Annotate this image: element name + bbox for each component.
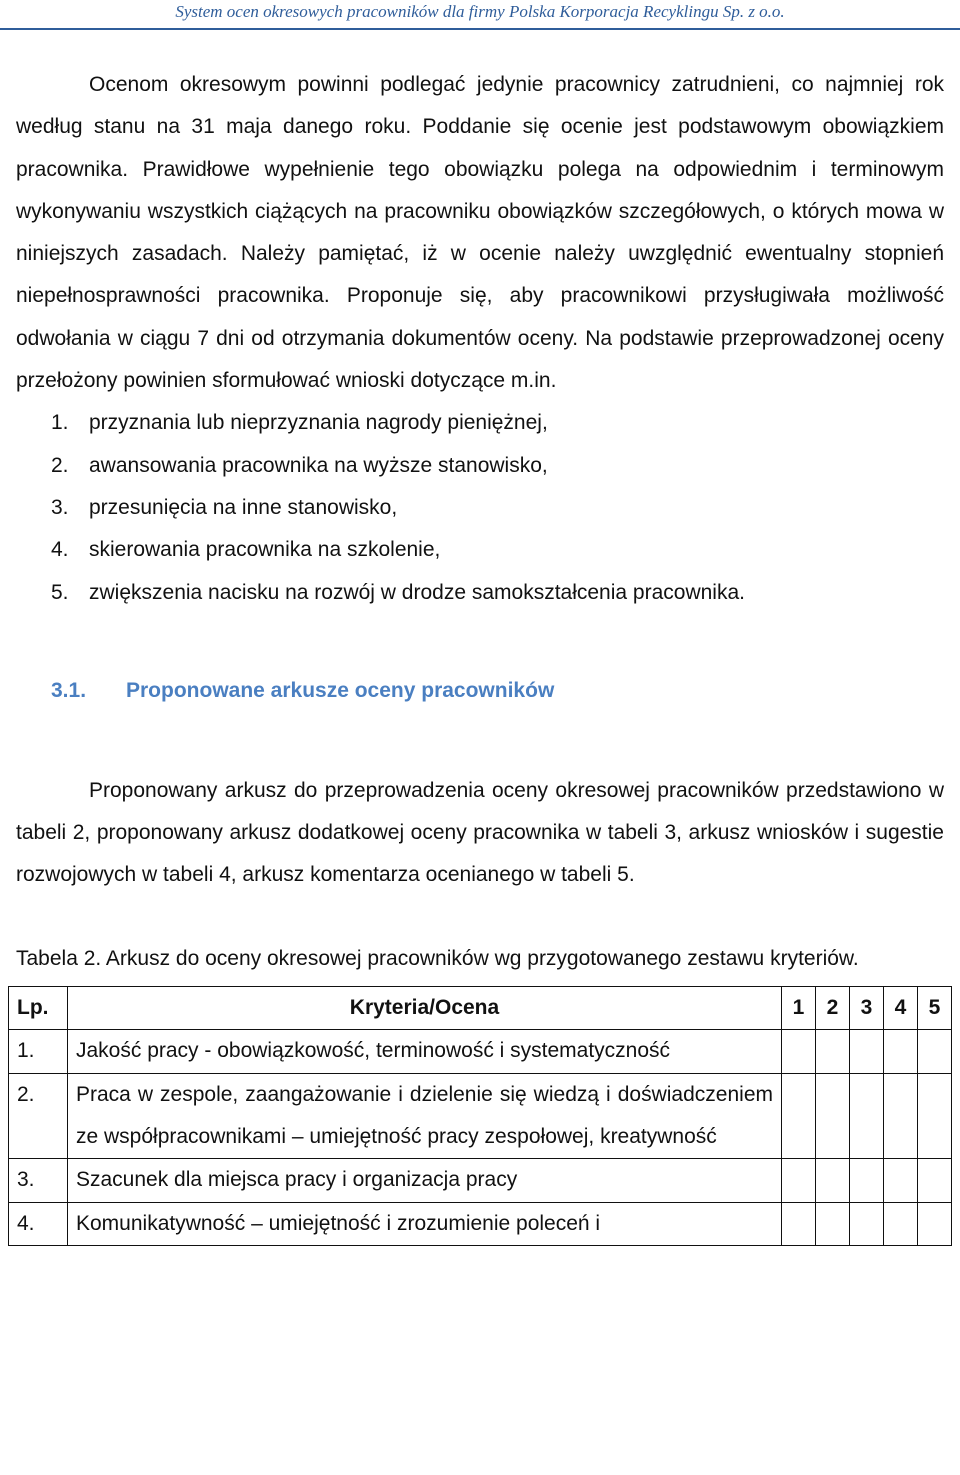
row-lp: 3.	[9, 1159, 68, 1202]
score-cell[interactable]	[918, 1202, 952, 1245]
score-cell[interactable]	[850, 1030, 884, 1073]
row-criterion: Szacunek dla miejsca pracy i organizacja pracy	[68, 1159, 782, 1202]
section-title: Proponowane arkusze oceny pracowników	[126, 678, 555, 702]
score-cell[interactable]	[884, 1073, 918, 1159]
table-row	[9, 1073, 952, 1159]
score-cell[interactable]	[918, 1030, 952, 1073]
header-lp: Lp.	[9, 987, 68, 1030]
table-row	[9, 1159, 952, 1202]
score-cell[interactable]	[816, 1202, 850, 1245]
header-score-1: 1	[782, 987, 816, 1030]
list-item: 5. zwiększenia nacisku na rozwój w drodze samokształcenia pracownika.	[51, 580, 745, 604]
score-cell[interactable]	[782, 1073, 816, 1159]
score-cell[interactable]	[816, 1030, 850, 1073]
section-number: 3.1.	[51, 678, 87, 702]
score-cell[interactable]	[782, 1202, 816, 1245]
list-item: 2. awansowania pracownika na wyższe stanowisko,	[51, 453, 548, 477]
intro-paragraph: Ocenom okresowym powinni podlegać jedynie pracownicy zatrudnieni, co najmniej rok według stanu na 31 maja danego roku. Poddanie się ocenie jest podstawowym obowiązkiem pracownika. Prawidłowe wypełnienie tego obowiązku polega na odpowiednim i terminowym wykonywaniu wszystkich ciążących na pracowniku obowiązków szczegółowych, o których mowa w niniejszych zasadach. Należy pamiętać, iż w ocenie należy uwzględnić ewentualny stopnień niepełnosprawności pracownika. Proponuje się, aby pracownikowi przysługiwała możliwość odwołania w ciągu 7 dni od otrzymania dokumentów oceny. Na podstawie przeprowadzonej oceny przełożony powinien sformułować wnioski dotyczące m.in.	[16, 73, 944, 393]
score-cell[interactable]	[884, 1159, 918, 1202]
score-cell[interactable]	[918, 1073, 952, 1159]
score-cell[interactable]	[782, 1030, 816, 1073]
running-header	[0, 0, 960, 30]
score-cell[interactable]	[816, 1159, 850, 1202]
score-cell[interactable]	[782, 1159, 816, 1202]
list-item: 3. przesunięcia na inne stanowisko,	[51, 495, 398, 519]
score-cell[interactable]	[884, 1030, 918, 1073]
row-criterion: Praca w zespole, zaangażowanie i dzielenie się wiedzą i doświadczeniem ze współpracownikami – umiejętność pracy zespołowej, kreatywność	[68, 1073, 782, 1159]
score-cell[interactable]	[850, 1202, 884, 1245]
row-lp: 4.	[9, 1202, 68, 1245]
list-item: 4. skierowania pracownika na szkolenie,	[51, 538, 441, 562]
document-body	[16, 64, 944, 1246]
row-criterion: Jakość pracy - obowiązkowość, terminowość i systematyczność	[68, 1030, 782, 1073]
table-row	[9, 1030, 952, 1073]
score-cell[interactable]	[816, 1073, 850, 1159]
score-cell[interactable]	[850, 1073, 884, 1159]
header-criteria: Kryteria/Ocena	[68, 987, 782, 1030]
row-lp: 1.	[9, 1030, 68, 1073]
header-score-4: 4	[884, 987, 918, 1030]
header-score-5: 5	[918, 987, 952, 1030]
score-cell[interactable]	[850, 1159, 884, 1202]
conclusions-list	[16, 402, 944, 613]
header-score-3: 3	[850, 987, 884, 1030]
list-item: 1. przyznania lub nieprzyznania nagrody pieniężnej,	[51, 411, 548, 435]
section-heading	[16, 676, 944, 706]
table-caption: Tabela 2. Arkusz do oceny okresowej pracowników wg przygotowanego zestawu kryteriów.	[16, 946, 859, 970]
table-header-row	[9, 987, 952, 1030]
table-row	[9, 1202, 952, 1245]
criteria-table	[8, 986, 952, 1246]
row-lp: 2.	[9, 1073, 68, 1159]
row-criterion: Komunikatywność – umiejętność i zrozumienie poleceń i	[68, 1202, 782, 1245]
header-score-2: 2	[816, 987, 850, 1030]
header-title: System ocen okresowych pracowników dla firmy Polska Korporacja Recyklingu Sp. z o.o.	[175, 2, 785, 21]
section-paragraph: Proponowany arkusz do przeprowadzenia oceny okresowej pracowników przedstawiono w tabeli 2, proponowany arkusz dodatkowej oceny pracownika w tabeli 3, arkusz wniosków i sugestie rozwojowych w tabeli 4, arkusz komentarza ocenianego w tabeli 5.	[16, 778, 944, 887]
score-cell[interactable]	[884, 1202, 918, 1245]
score-cell[interactable]	[918, 1159, 952, 1202]
